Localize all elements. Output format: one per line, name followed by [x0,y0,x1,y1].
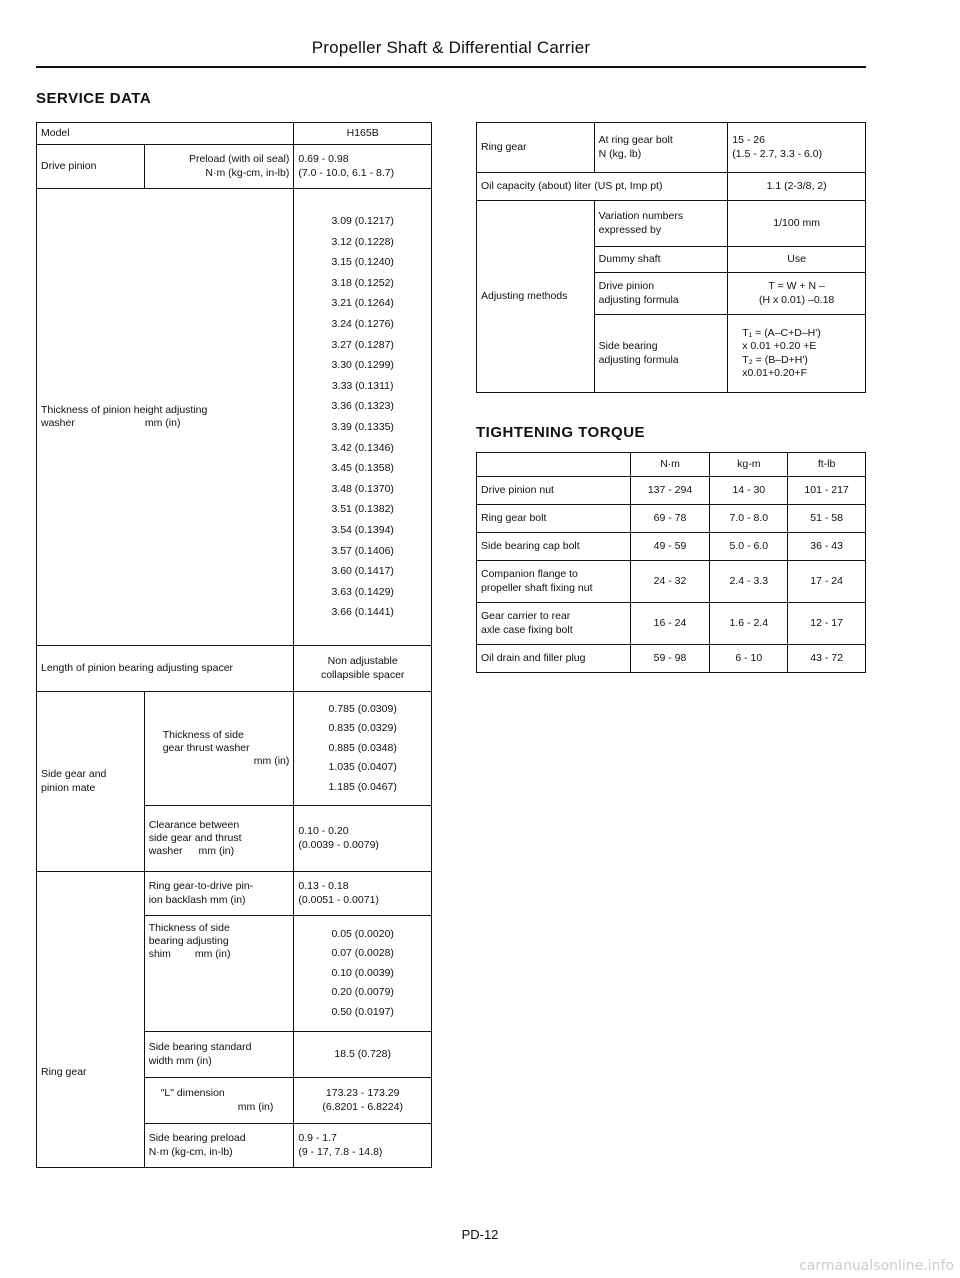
shim-unit: mm (in) [194,948,231,961]
model-label: Model [37,123,294,145]
std-width-label-1: Side bearing standard [148,1041,252,1054]
clearance-label-1: Clearance between [148,818,240,831]
shim-value: 0.05 (0.0020) [331,927,394,940]
torque-body [477,477,866,673]
shim-value: 0.20 (0.0079) [331,986,394,999]
clearance-value [294,806,432,872]
torque-ftlb: 12 - 17 [788,603,866,645]
thickness-value: 3.30 (0.1299) [331,359,394,372]
thickness-value: 3.57 (0.1406) [331,544,394,557]
sb-preload-label-2: N·m (kg-cm, in-lb) [148,1145,233,1158]
clearance-label-3-text: washer [148,845,183,858]
spacer-value-1: Non adjustable [327,655,398,668]
bolt-value [728,123,866,173]
shim-values [294,916,432,1032]
thickness-label-2 [41,417,289,430]
thickness-value: 3.33 (0.1311) [331,379,394,392]
thickness-value: 3.18 (0.1252) [331,276,394,289]
oil-label: Oil capacity (about) liter (US pt, Imp pt) [477,173,728,201]
shim-label-2: bearing adjusting [148,935,229,948]
l-dim-value-1: 173.23 - 173.29 [325,1087,400,1100]
torque-row [477,533,866,561]
torque-item-line-1: Companion flange to [481,568,578,581]
sb-preload-value-1: 0.9 - 1.7 [298,1132,337,1145]
side-gear-label-1: Side gear and [41,768,107,781]
tightening-torque-title: TIGHTENING TORQUE [476,424,646,441]
shim-label-1: Thickness of side [148,922,230,934]
ring-gear-label: Ring gear [37,872,145,1168]
l-dim-label [144,1078,294,1124]
thrust-values [294,692,432,806]
std-width-value: 18.5 (0.728) [294,1032,432,1078]
page-number: PD-12 [461,1227,499,1242]
preload-value-2: (7.0 - 10.0, 6.1 - 8.7) [298,166,395,179]
preload-value [294,145,432,189]
torque-item-line-2: axle case fixing bolt [481,623,573,636]
thickness-value: 3.21 (0.1264) [331,297,394,310]
torque-item [477,533,631,561]
thickness-value: 3.45 (0.1358) [331,462,394,475]
torque-kgm: 6 - 10 [710,645,788,673]
torque-item [477,505,631,533]
variation-label-1: Variation numbers [598,210,684,223]
sb-preload-value-2: (9 - 17, 7.8 - 14.8) [298,1145,383,1158]
ring-gear-bolt-row [477,123,866,173]
shim-label-3-text: shim [148,948,171,961]
dp-formula-label-1: Drive pinion [598,280,655,293]
thrust-value: 0.785 (0.0309) [328,702,397,715]
thickness-unit: mm (in) [144,417,181,429]
shim-label-3 [149,948,290,961]
preload-row [37,145,432,189]
thickness-value: 3.63 (0.1429) [331,585,394,598]
clearance-label [144,806,294,872]
torque-ftlb: 17 - 24 [788,561,866,603]
spacer-label: Length of pinion bearing adjusting spacer [37,646,294,692]
shim-label [144,916,294,1032]
torque-table [476,452,866,673]
thickness-value: 3.39 (0.1335) [331,421,394,433]
torque-row [477,603,866,645]
thickness-label [37,189,294,646]
thickness-value: 3.42 (0.1346) [331,441,394,454]
dp-formula-label [594,273,728,315]
variation-row [477,201,866,247]
backlash-row [37,872,432,916]
torque-header-kgm: kg-m [710,453,788,477]
torque-ftlb: 51 - 58 [788,505,866,533]
thrust-row [37,692,432,806]
torque-row [477,505,866,533]
preload-label-2: N·m (kg-cm, in-lb) [205,166,290,179]
preload-label [144,145,294,189]
shim-value: 0.50 (0.0197) [331,1005,394,1018]
thrust-value: 1.035 (0.0407) [328,761,397,774]
torque-nm: 24 - 32 [630,561,710,603]
thrust-label [144,692,294,806]
torque-row [477,561,866,603]
variation-label-2: expressed by [598,223,662,236]
torque-nm: 49 - 59 [630,533,710,561]
thickness-value: 3.27 (0.1287) [331,338,394,351]
spacer-value-2: collapsible spacer [320,668,405,681]
sb-preload-label-1: Side bearing preload [148,1132,246,1145]
thickness-label-1: Thickness of pinion height adjusting [41,403,208,416]
thickness-value: 3.09 (0.1217) [331,215,394,228]
sb-preload-value [294,1124,432,1168]
dp-formula-value [728,273,866,315]
thrust-value: 0.885 (0.0348) [328,741,397,754]
torque-header-item [477,453,631,477]
sb-formula-label-1: Side bearing [598,340,658,353]
torque-item-line-1: Drive pinion nut [481,483,554,496]
torque-item-line-2: propeller shaft fixing nut [481,581,593,594]
variation-value: 1/100 mm [728,201,866,247]
bolt-label [594,123,728,173]
backlash-label-1: Ring gear-to-drive pin- [148,880,254,893]
side-gear-label-2: pinion mate [41,781,96,794]
sb-formula-value [728,315,866,393]
torque-header-nm: N·m [630,453,710,477]
thrust-value: 0.835 (0.0329) [328,722,397,735]
service-data-title: SERVICE DATA [36,90,152,107]
torque-row [477,645,866,673]
thickness-value: 3.54 (0.1394) [331,523,394,536]
torque-item [477,561,631,603]
torque-item-line-1: Oil drain and filler plug [481,651,586,664]
bolt-label-1: At ring gear bolt [598,134,673,147]
thickness-row [37,189,432,646]
backlash-label-2: ion backlash mm (in) [148,893,246,906]
oil-value: 1.1 (2-3/8, 2) [728,173,866,201]
torque-item [477,603,631,645]
torque-ftlb: 43 - 72 [788,645,866,673]
torque-row [477,477,866,505]
torque-header-ftlb: ft-lb [788,453,866,477]
thrust-value: 1.185 (0.0467) [328,780,397,793]
spacer-value [294,646,432,692]
l-dim-value-2: (6.8201 - 6.8224) [322,1100,403,1113]
bolt-value-1: 15 - 26 [732,134,765,147]
thickness-value: 3.12 (0.1228) [331,235,394,248]
torque-ftlb: 36 - 43 [788,533,866,561]
page-header: Propeller Shaft & Differential Carrier [311,38,591,57]
torque-kgm: 7.0 - 8.0 [710,505,788,533]
clearance-label-2: side gear and thrust [148,831,242,844]
thickness-value: 3.24 (0.1276) [331,318,394,331]
dp-formula-label-2: adjusting formula [598,293,679,306]
preload-label-1: Preload (with oil seal) [188,153,290,166]
l-dim-label-1: "L" dimension [160,1087,225,1100]
dummy-label: Dummy shaft [594,247,728,273]
torque-kgm: 14 - 30 [710,477,788,505]
torque-ftlb: 101 - 217 [788,477,866,505]
thickness-label-2-text: washer [41,417,75,429]
variation-label [594,201,728,247]
torque-item [477,477,631,505]
watermark: carmanualsonline.info [799,1258,954,1274]
rg-ring-gear-label: Ring gear [477,123,595,173]
bolt-value-2: (1.5 - 2.7, 3.3 - 6.0) [732,147,823,160]
clearance-value-1: 0.10 - 0.20 [298,825,349,838]
torque-nm: 16 - 24 [630,603,710,645]
sb-formula-label [594,315,728,393]
torque-kgm: 2.4 - 3.3 [710,561,788,603]
backlash-label [144,872,294,916]
sb-formula-label-2: adjusting formula [598,353,679,366]
model-row [37,123,432,145]
adjusting-table [476,122,866,393]
backlash-value-2: (0.0051 - 0.0071) [298,893,379,906]
sb-formula-value-3: T₂ = (B–D+H') [742,353,808,366]
torque-nm: 59 - 98 [630,645,710,673]
bolt-label-2: N (kg, lb) [598,147,642,160]
std-width-label-2: width mm (in) [148,1054,212,1067]
torque-item [477,645,631,673]
thrust-label-2: gear thrust washer [162,741,250,754]
sb-formula-value-1: T₁ = (A–C+D–H') [742,327,821,340]
adjusting-label: Adjusting methods [477,201,595,393]
clearance-label-3 [149,845,290,858]
thickness-value: 3.51 (0.1382) [331,503,394,516]
thickness-value: 3.15 (0.1240) [331,256,394,269]
thickness-values [294,189,432,646]
thickness-value: 3.36 (0.1323) [331,400,394,413]
spacer-row [37,646,432,692]
torque-item-line-1: Side bearing cap bolt [481,539,580,552]
header-rule [36,66,866,68]
service-data-table [36,122,432,1168]
side-gear-label [37,692,145,872]
torque-kgm: 1.6 - 2.4 [710,603,788,645]
l-dim-label-2: mm (in) [237,1100,274,1113]
torque-header-row [477,453,866,477]
l-dim-value [294,1078,432,1124]
backlash-value-1: 0.13 - 0.18 [298,880,349,893]
dp-formula-value-2: (H x 0.01) –0.18 [758,293,835,306]
oil-row [477,173,866,201]
thickness-value: 3.60 (0.1417) [331,565,394,578]
preload-value-1: 0.69 - 0.98 [298,153,349,166]
backlash-value [294,872,432,916]
thickness-value: 3.48 (0.1370) [331,482,394,495]
shim-value: 0.07 (0.0028) [331,947,394,960]
sb-formula-value-2: x 0.01 +0.20 +E [742,340,817,353]
torque-nm: 137 - 294 [630,477,710,505]
shim-value: 0.10 (0.0039) [331,966,394,979]
sb-formula-value-4: x0.01+0.20+F [742,366,808,379]
clearance-unit: mm (in) [198,845,235,858]
std-width-label [144,1032,294,1078]
thrust-label-1: Thickness of side [162,728,244,741]
clearance-value-2: (0.0039 - 0.0079) [298,838,379,851]
thrust-unit: mm (in) [253,755,290,768]
torque-item-line-1: Ring gear bolt [481,511,547,524]
thickness-value: 3.66 (0.1441) [331,606,394,619]
torque-item-line-1: Gear carrier to rear [481,610,571,623]
dummy-value: Use [728,247,866,273]
sb-preload-label [144,1124,294,1168]
torque-kgm: 5.0 - 6.0 [710,533,788,561]
model-value: H165B [294,123,432,145]
torque-nm: 69 - 78 [630,505,710,533]
dp-formula-value-1: T = W + N – [768,280,825,293]
drive-pinion-label: Drive pinion [37,145,145,189]
